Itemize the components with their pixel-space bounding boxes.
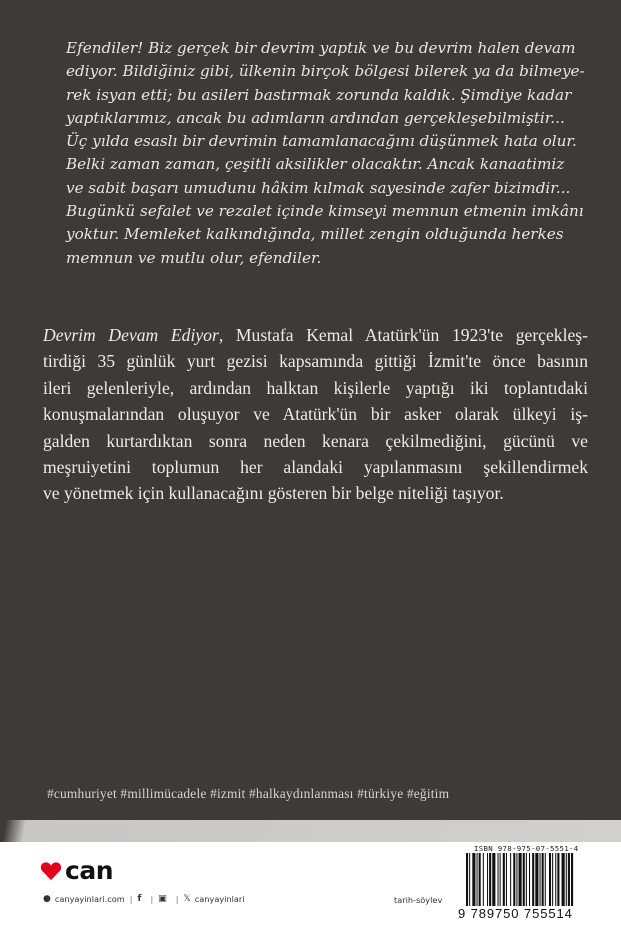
barcode-graphic	[462, 853, 612, 909]
barcode-bar	[555, 853, 556, 909]
separator: |	[150, 894, 154, 904]
barcode-bar	[542, 853, 544, 909]
description-line: meşruiyetini toplumun her alandaki yapılanmasını şekillendirmek	[43, 457, 588, 478]
barcode-bar	[526, 853, 527, 909]
hashtags: #cumhuriyet #millimücadele #izmit #halkaydınlanması #türkiye #eğitim	[47, 786, 450, 801]
divider-stripe	[0, 820, 621, 842]
barcode-bar	[516, 853, 517, 909]
barcode-bar	[523, 853, 525, 909]
publisher-social	[43, 894, 245, 904]
quote-line: Belki zaman zaman, çeşitli aksilikler olacaktır. Ancak kanaatimiz	[66, 155, 565, 174]
quote-line: Efendiler! Biz gerçek bir devrim yaptık ve bu devrim halen devam	[66, 39, 576, 57]
quote-line: yaptıklarımız, ancak bu adımların ardından gerçekleşebilmiştir...	[66, 108, 565, 127]
globe-icon: ●	[43, 894, 51, 904]
description-block	[43, 322, 588, 507]
publisher-brand: can	[65, 856, 113, 885]
description-line: konuşmalarından oluşuyor ve Atatürk'ün bir asker olarak ülkeyi iş-	[43, 404, 588, 425]
barcode-bar	[532, 853, 534, 909]
quote-line: rek isyan etti; bu asileri bastırmak zorunda kaldık. Şimdiye kadar	[66, 85, 572, 104]
publisher-logo	[40, 858, 113, 884]
barcode-bar	[472, 853, 475, 909]
barcode-bar	[535, 853, 538, 909]
barcode-bar	[466, 853, 468, 909]
barcode-bar	[562, 853, 565, 909]
description-line: galden kurtardıktan sonra neden kenara çekilmediğini, gücünü ve	[43, 430, 588, 451]
website-link[interactable]: canyayinlari.com	[54, 894, 125, 904]
quote-line: yoktur. Memleket kalkındığında, millet zengin olduğunda herkes	[66, 225, 564, 244]
barcode-bar	[549, 853, 551, 909]
instagram-icon[interactable]: ▣	[158, 894, 167, 904]
barcode-bar	[510, 853, 511, 909]
barcode-bar	[529, 853, 530, 909]
description-line	[43, 322, 588, 348]
barcode-bar	[540, 853, 541, 909]
barcode-bar	[513, 853, 515, 909]
separator: |	[129, 894, 133, 904]
description-line: ileri gelenleriyle, ardından halktan kişilerle yaptığı iki toplantıdaki	[43, 377, 588, 398]
barcode-bar	[498, 853, 499, 909]
quote-line: ediyor. Bildiğiniz gibi, ülkenin birçok bölgesi bilerek ya da bilmeye-	[66, 62, 585, 81]
isbn-label: ISBN 978-975-07-5551-4	[474, 844, 579, 853]
barcode-bar	[557, 853, 559, 909]
description-line: tirdiği 35 günlük yurt gezisi kapsamında gittiği İzmit'te önce basının	[43, 351, 588, 372]
barcode-bar	[487, 853, 488, 909]
barcode-digits: 9 789750 755514	[458, 906, 616, 921]
barcode-bar	[503, 853, 505, 909]
separator: |	[175, 894, 179, 904]
heart-icon	[40, 861, 62, 881]
quote-block	[66, 37, 586, 270]
barcode-bar	[500, 853, 501, 909]
barcode-bar	[469, 853, 470, 909]
description-line: ve yönetmek için kullanacağını gösteren bir belge niteliği taşıyor.	[43, 483, 504, 504]
barcode-bar	[489, 853, 491, 909]
barcode-bar	[483, 853, 484, 909]
barcode-bar	[552, 853, 553, 909]
barcode-bar	[519, 853, 522, 909]
barcode-bar	[492, 853, 495, 909]
genre-label: tarih-söylev	[394, 895, 443, 905]
barcode-bar	[568, 853, 570, 909]
book-title: Devrim Devam Ediyor	[43, 325, 219, 345]
barcode-bar	[477, 853, 478, 909]
social-handle: canyayinlari	[194, 894, 245, 904]
quote-line: Bugünkü sefalet ve rezalet içinde kimseyi memnun etmenin imkânı	[66, 202, 584, 221]
quote-line: Üç yılda esaslı bir devrimin tamamlanacağını düşünmek hata olur.	[66, 132, 577, 151]
barcode-bar	[479, 853, 481, 909]
barcode-bar	[571, 853, 573, 909]
description-first-line: , Mustafa Kemal Atatürk'ün 1923'te gerçekleş-	[218, 325, 589, 345]
quote-line: memnun ve mutlu olur, efendiler.	[66, 248, 322, 267]
x-icon[interactable]: 𝕏	[183, 894, 191, 904]
quote-line: ve sabit başarı umudunu hâkim kılmak sayesinde zafer bizimdir...	[66, 178, 571, 197]
barcode-bar	[545, 853, 546, 909]
facebook-icon[interactable]: f	[137, 894, 142, 904]
barcode-bar	[566, 853, 567, 909]
barcode-bar	[506, 853, 507, 909]
